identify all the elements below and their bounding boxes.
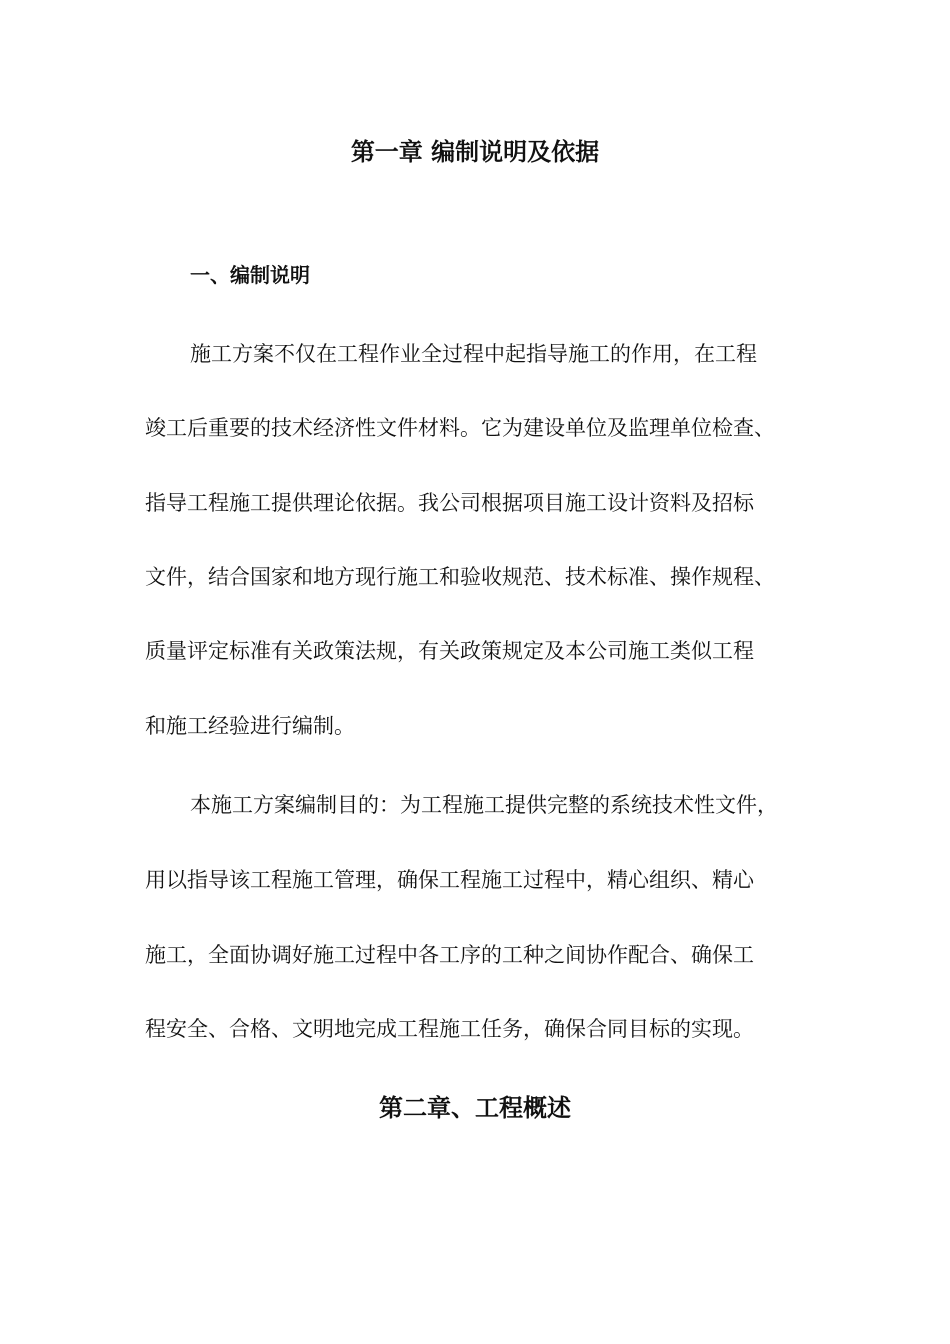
paragraph-1-line-4: 文件，结合国家和地方现行施工和验收规范、技术标准、操作规程、 — [145, 565, 775, 589]
section-heading-compilation-notes: 一、编制说明 — [190, 263, 310, 287]
paragraph-2-line-4: 程安全、合格、文明地完成工程施工任务，确保合同目标的实现。 — [145, 1017, 754, 1041]
chapter-1-title: 第一章 编制说明及依据 — [350, 137, 600, 166]
paragraph-2-line-2: 用以指导该工程施工管理，确保工程施工过程中，精心组织、精心 — [145, 868, 754, 892]
chapter-2-title: 第二章、工程概述 — [379, 1093, 571, 1122]
paragraph-1-line-2: 竣工后重要的技术经济性文件材料。它为建设单位及监理单位检查、 — [145, 416, 775, 440]
paragraph-1-line-1: 施工方案不仅在工程作业全过程中起指导施工的作用，在工程 — [190, 342, 757, 366]
paragraph-1-line-6: 和施工经验进行编制。 — [145, 714, 355, 738]
paragraph-1-line-5: 质量评定标准有关政策法规，有关政策规定及本公司施工类似工程 — [145, 639, 754, 663]
paragraph-2-line-3: 施工，全面协调好施工过程中各工序的工种之间协作配合、确保工 — [145, 943, 754, 967]
paragraph-2-line-1: 本施工方案编制目的：为工程施工提供完整的系统技术性文件， — [190, 793, 778, 817]
paragraph-1-line-3: 指导工程施工提供理论依据。我公司根据项目施工设计资料及招标 — [145, 491, 754, 515]
